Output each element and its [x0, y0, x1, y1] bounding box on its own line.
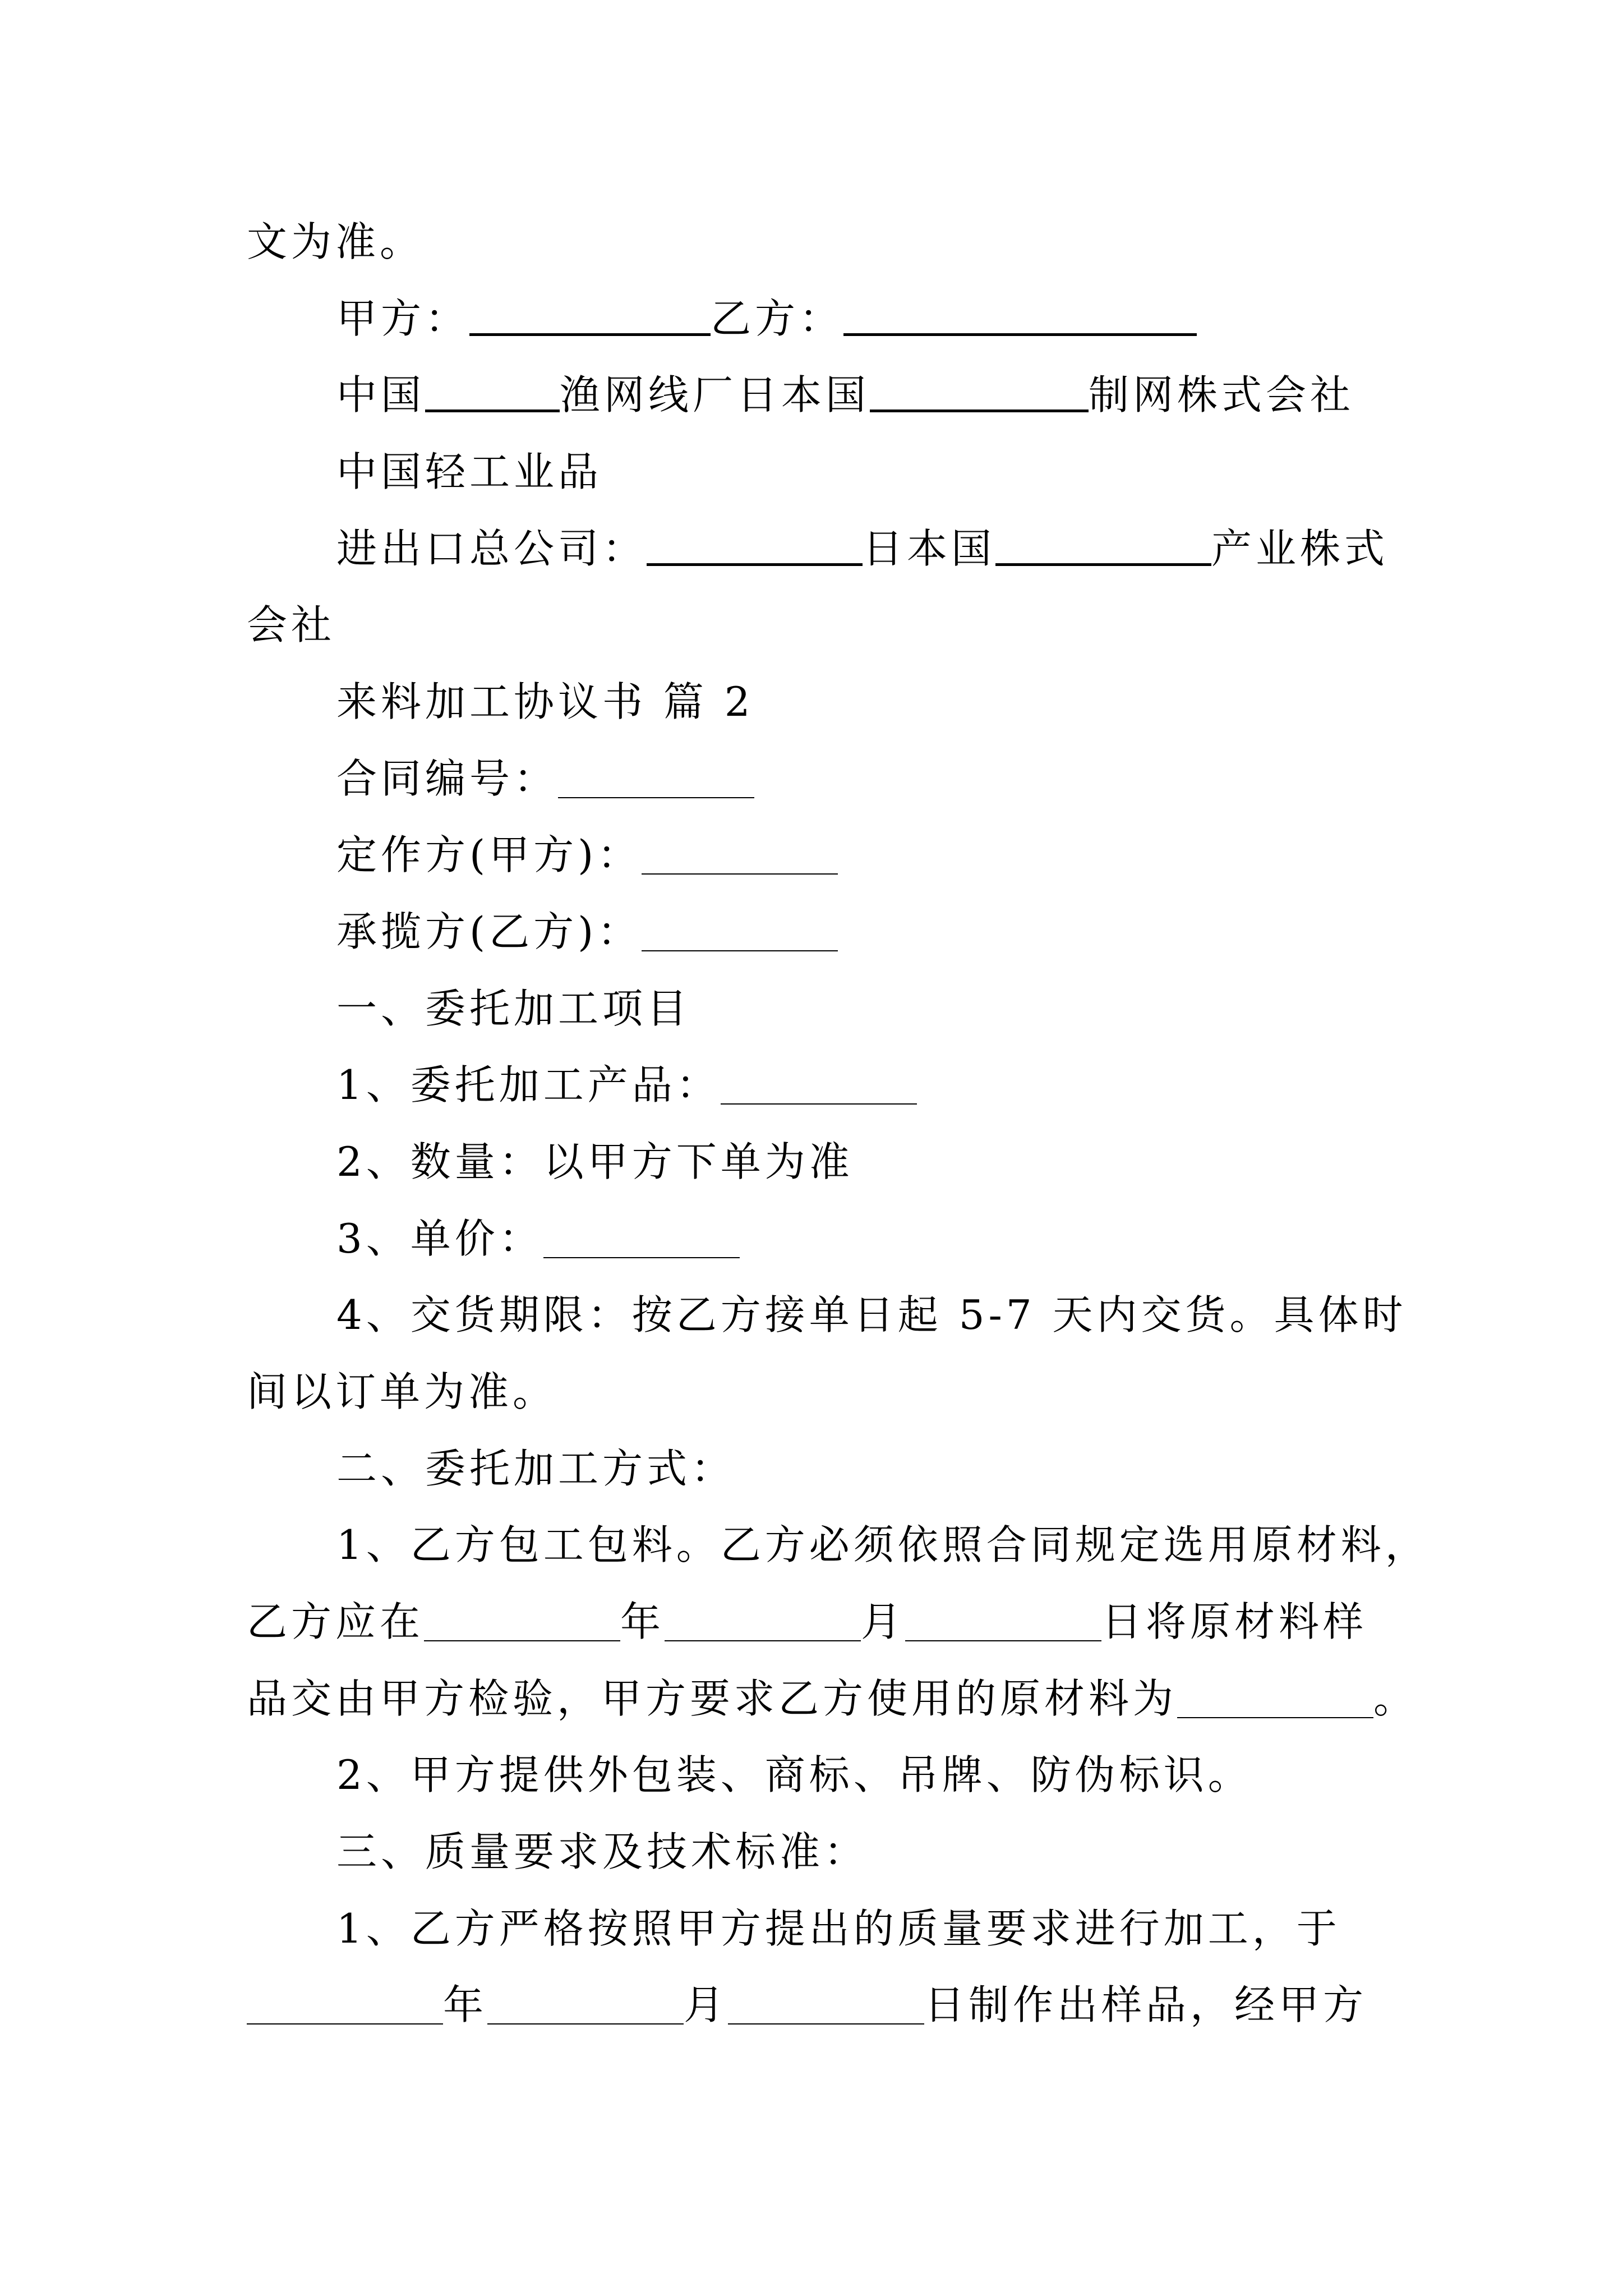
fill-blank[interactable] — [647, 563, 863, 566]
paragraph-line — [247, 601, 336, 648]
text: 产业株式 — [1211, 525, 1389, 572]
text: 月 — [684, 1981, 728, 2028]
text: 日制作出样品，经甲方 — [924, 1981, 1368, 2028]
text: 1、乙方严格按照甲方提出的质量要求进行加工，于 — [336, 1905, 1341, 1952]
paragraph-line — [336, 1751, 1252, 1798]
text: 一、委托加工项目 — [336, 985, 691, 1032]
fill-blank[interactable] — [425, 409, 560, 412]
text: 年 — [443, 1981, 488, 2028]
signature-line-import-export — [336, 525, 1389, 572]
text: 3、单价： — [336, 1215, 543, 1262]
text: 文为准。 — [247, 218, 425, 265]
text: 2、数量：以甲方下单为准 — [336, 1138, 854, 1185]
year-blank[interactable] — [247, 2023, 443, 2024]
signature-line-parties — [336, 295, 1197, 342]
party-b-label: 乙方： — [711, 295, 844, 342]
day-blank[interactable] — [905, 1640, 1101, 1641]
text: 间以订单为准。 — [247, 1368, 557, 1415]
text: 日将原材料样 — [1101, 1598, 1368, 1645]
month-blank[interactable] — [487, 2023, 684, 2024]
paragraph-line — [247, 218, 425, 265]
material-blank[interactable] — [1177, 1717, 1373, 1718]
paragraph-line — [336, 1521, 1430, 1568]
fill-blank[interactable] — [870, 409, 1089, 412]
day-blank[interactable] — [728, 2023, 924, 2024]
section-title — [336, 678, 754, 725]
contract-number-blank[interactable] — [558, 797, 754, 798]
party-a-blank[interactable] — [642, 873, 838, 875]
text: 二、委托加工方式： — [336, 1445, 736, 1492]
text: 中国轻工业品 — [336, 448, 603, 495]
contract-number-line — [336, 755, 754, 802]
text: 1、乙方包工包料。乙方必须依照合同规定选用原材料， — [336, 1521, 1430, 1568]
party-b-blank[interactable] — [642, 950, 838, 951]
year-blank[interactable] — [424, 1640, 620, 1641]
paragraph-line — [336, 1828, 869, 1875]
fill-blank[interactable] — [995, 563, 1211, 566]
text: 制网株式会社 — [1089, 371, 1355, 418]
text: 2、甲方提供外包装、商标、吊牌、防伪标识。 — [336, 1751, 1252, 1798]
product-blank[interactable] — [721, 1103, 917, 1105]
signature-line-companies — [336, 371, 1355, 418]
paragraph-line — [336, 1905, 1341, 1952]
text: 日本国 — [863, 525, 996, 572]
paragraph-line — [336, 1138, 854, 1185]
month-blank[interactable] — [665, 1640, 861, 1641]
text: 合同编号： — [336, 755, 559, 802]
party-a-label: 甲方： — [336, 295, 470, 342]
party-b-line — [336, 908, 838, 955]
text: 。 — [1373, 1675, 1418, 1722]
text: 1、委托加工产品： — [336, 1061, 721, 1108]
text: 进出口总公司： — [336, 525, 647, 572]
text: 会社 — [247, 601, 336, 648]
party-b-signature-blank[interactable] — [843, 333, 1197, 336]
text: 定作方(甲方)： — [336, 831, 642, 878]
text: 三、质量要求及技术标准： — [336, 1828, 869, 1875]
text: 渔网线厂日本国 — [560, 371, 870, 418]
material-line — [247, 1675, 1418, 1722]
paragraph-line — [336, 985, 691, 1032]
party-a-line — [336, 831, 838, 878]
date-line — [247, 1598, 1368, 1645]
text: 中国 — [336, 371, 426, 418]
text: 月 — [861, 1598, 906, 1645]
text: 年 — [620, 1598, 665, 1645]
paragraph-line — [336, 448, 603, 495]
price-line — [336, 1215, 740, 1262]
text: 品交由甲方检验，甲方要求乙方使用的原材料为 — [247, 1675, 1178, 1722]
text: 4、交货期限：按乙方接单日起 5-7 天内交货。具体时 — [336, 1291, 1407, 1338]
sample-date-line — [247, 1981, 1368, 2028]
product-line — [336, 1061, 917, 1108]
agreement-title: 来料加工协议书 篇 2 — [336, 678, 754, 725]
paragraph-line — [336, 1445, 736, 1492]
party-a-signature-blank[interactable] — [469, 333, 711, 336]
text: 承揽方(乙方)： — [336, 908, 642, 955]
paragraph-line — [336, 1291, 1407, 1338]
text: 乙方应在 — [247, 1598, 425, 1645]
paragraph-line — [247, 1368, 557, 1415]
price-blank[interactable] — [543, 1257, 740, 1258]
